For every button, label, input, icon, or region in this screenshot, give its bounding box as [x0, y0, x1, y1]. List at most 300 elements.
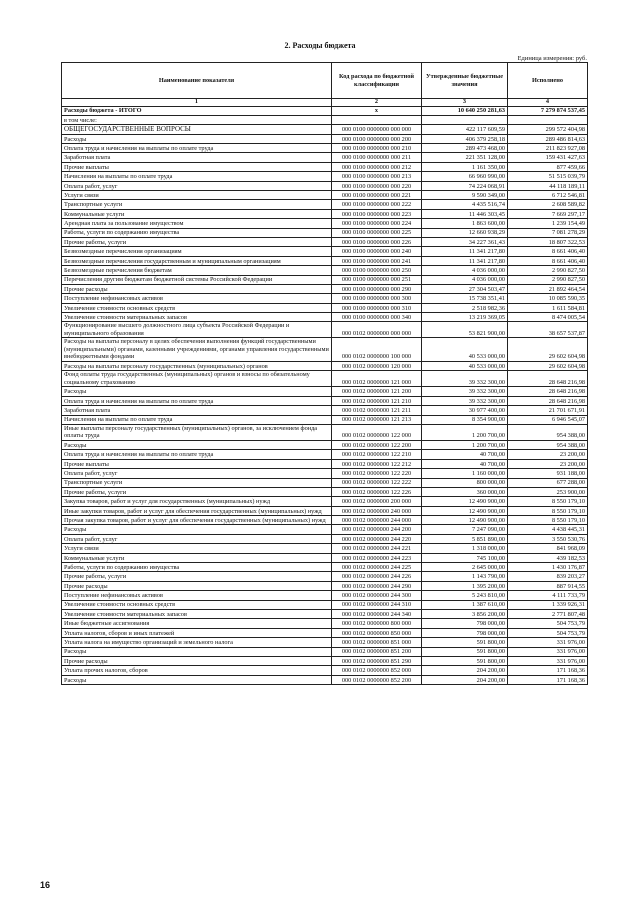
row-approved-cell: 1 161 350,00	[422, 162, 508, 171]
table-row	[62, 450, 588, 459]
row-approved-cell: 15 738 351,41	[422, 294, 508, 303]
row-name-cell: Начисления на выплаты по оплате труда	[62, 415, 332, 424]
row-approved-cell: 591 800,00	[422, 647, 508, 656]
row-name-cell: Безвозмездные перечисления бюджетам	[62, 266, 332, 275]
row-name-cell: Оплата труда и начисления на выплаты по оплате труда	[62, 144, 332, 153]
table-row	[62, 106, 588, 115]
row-executed-cell: 29 602 604,98	[508, 361, 588, 370]
row-executed-cell: 38 657 537,87	[508, 322, 588, 338]
column-number: 2	[332, 99, 422, 107]
row-executed-cell: 2 608 589,82	[508, 200, 588, 209]
row-code-cell: 000 0100 0000000 000 222	[332, 200, 422, 209]
row-code-cell: 000 0102 0000000 122 226	[332, 487, 422, 496]
row-approved-cell: 591 800,00	[422, 638, 508, 647]
row-code-cell: 000 0100 0000000 000 251	[332, 275, 422, 284]
row-executed-cell	[508, 115, 588, 124]
row-name-cell: Фонд оплаты труда государственных (муниципальных) органов и взносы по обязательному социальному страхованию	[62, 371, 332, 387]
row-executed-cell: 8 550 179,10	[508, 506, 588, 515]
row-name-cell: Функционирование высшего должностного лица субъекта Российской Федерации и муниципального образования	[62, 322, 332, 338]
row-executed-cell: 159 431 427,63	[508, 153, 588, 162]
row-name-cell: Расходы на выплаты персоналу в целях обеспечения выполнения функций государственными (муниципальными) органами, казенными учреждениями, органами управления государственными внебюджетными фондами	[62, 338, 332, 362]
row-approved-cell: 1 863 600,00	[422, 219, 508, 228]
row-name-cell: Поступление нефинансовых активов	[62, 294, 332, 303]
row-name-cell: Расходы	[62, 675, 332, 684]
row-approved-cell: 5 851 890,00	[422, 534, 508, 543]
row-approved-cell: 2 645 000,00	[422, 563, 508, 572]
table-row	[62, 424, 588, 440]
row-code-cell: 000 0102 0000000 122 222	[332, 478, 422, 487]
row-code-cell: 000 0102 0000000 240 000	[332, 506, 422, 515]
row-name-cell: Коммунальные услуги	[62, 209, 332, 218]
column-number: 4	[508, 99, 588, 107]
row-code-cell: 000 0102 0000000 244 300	[332, 591, 422, 600]
row-name-cell: Оплата работ, услуг	[62, 469, 332, 478]
table-row	[62, 153, 588, 162]
table-row	[62, 506, 588, 515]
row-executed-cell: 29 602 604,98	[508, 338, 588, 362]
row-code-cell: 000 0102 0000000 000 000	[332, 322, 422, 338]
row-name-cell: Оплата труда и начисления на выплаты по оплате труда	[62, 396, 332, 405]
table-row	[62, 516, 588, 525]
row-executed-cell: 21 892 464,54	[508, 284, 588, 293]
table-row	[62, 581, 588, 590]
column-number: 3	[422, 99, 508, 107]
table-row	[62, 440, 588, 449]
row-executed-cell: 1 239 154,49	[508, 219, 588, 228]
row-approved-cell: 1 200 700,00	[422, 440, 508, 449]
row-approved-cell: 40 533 000,00	[422, 361, 508, 370]
row-code-cell: 000 0102 0000000 121 213	[332, 415, 422, 424]
row-code-cell: 000 0100 0000000 000 213	[332, 172, 422, 181]
table-row	[62, 125, 588, 134]
row-name-cell: Прочие расходы	[62, 581, 332, 590]
row-executed-cell: 2 990 827,50	[508, 266, 588, 275]
row-code-cell: 000 0102 0000000 852 200	[332, 675, 422, 684]
row-name-cell: Работы, услуги по содержанию имущества	[62, 228, 332, 237]
column-header-code: Код расхода по бюджетной классификации	[332, 63, 422, 99]
row-code-cell: 000 0100 0000000 000 220	[332, 181, 422, 190]
row-executed-cell: 1 611 584,81	[508, 303, 588, 312]
row-name-cell: Услуги связи	[62, 191, 332, 200]
row-approved-cell: 7 247 090,00	[422, 525, 508, 534]
row-code-cell: 000 0102 0000000 121 200	[332, 387, 422, 396]
row-executed-cell: 954 388,00	[508, 440, 588, 449]
row-executed-cell: 2 771 807,48	[508, 609, 588, 618]
row-code-cell: 000 0102 0000000 244 340	[332, 609, 422, 618]
row-name-cell: Услуги связи	[62, 544, 332, 553]
row-code-cell: 000 0102 0000000 200 000	[332, 497, 422, 506]
row-approved-cell	[422, 115, 508, 124]
row-name-cell: Прочие расходы	[62, 284, 332, 293]
row-executed-cell: 171 168,36	[508, 675, 588, 684]
row-approved-cell: 221 351 128,00	[422, 153, 508, 162]
row-approved-cell: 11 341 217,80	[422, 247, 508, 256]
row-name-cell: Расходы	[62, 647, 332, 656]
row-approved-cell: 53 821 900,00	[422, 322, 508, 338]
table-row	[62, 487, 588, 496]
row-name-cell: Прочие выплаты	[62, 162, 332, 171]
row-executed-cell: 2 990 827,50	[508, 275, 588, 284]
column-header-executed: Исполнено	[508, 63, 588, 99]
row-executed-cell: 6 712 546,81	[508, 191, 588, 200]
row-code-cell: 000 0100 0000000 000 226	[332, 237, 422, 246]
row-executed-cell: 4 438 445,31	[508, 525, 588, 534]
column-number: 1	[62, 99, 332, 107]
row-executed-cell: 18 807 322,53	[508, 237, 588, 246]
row-approved-cell: 40 700,00	[422, 450, 508, 459]
row-approved-cell: 40 533 000,00	[422, 338, 508, 362]
row-code-cell: 000 0102 0000000 122 220	[332, 469, 422, 478]
row-code-cell: 000 0100 0000000 000 223	[332, 209, 422, 218]
row-approved-cell: 422 117 609,59	[422, 125, 508, 134]
table-row	[62, 144, 588, 153]
row-approved-cell: 1 395 200,00	[422, 581, 508, 590]
row-code-cell: 000 0102 0000000 120 000	[332, 361, 422, 370]
row-code-cell: 000 0100 0000000 000 340	[332, 313, 422, 322]
row-code-cell: 000 0102 0000000 244 225	[332, 563, 422, 572]
table-row	[62, 219, 588, 228]
row-executed-cell: 331 976,00	[508, 647, 588, 656]
row-approved-cell: 4 435 516,74	[422, 200, 508, 209]
row-approved-cell: 798 000,00	[422, 619, 508, 628]
table-row	[62, 563, 588, 572]
table-row	[62, 338, 588, 362]
table-row	[62, 371, 588, 387]
row-approved-cell: 406 379 258,18	[422, 134, 508, 143]
row-code-cell: 000 0102 0000000 244 200	[332, 525, 422, 534]
table-row	[62, 134, 588, 143]
table-row	[62, 313, 588, 322]
row-code-cell	[332, 115, 422, 124]
row-approved-cell: 30 977 400,00	[422, 406, 508, 415]
row-name-cell: Оплата работ, услуг	[62, 534, 332, 543]
row-name-cell: Оплата труда и начисления на выплаты по оплате труда	[62, 450, 332, 459]
row-name-cell: Начисления на выплаты по оплате труда	[62, 172, 332, 181]
row-approved-cell: 8 354 900,00	[422, 415, 508, 424]
row-code-cell: x	[332, 106, 422, 115]
table-row	[62, 469, 588, 478]
row-approved-cell: 1 318 000,00	[422, 544, 508, 553]
table-row	[62, 115, 588, 124]
row-approved-cell: 39 332 300,00	[422, 371, 508, 387]
row-approved-cell: 66 960 990,00	[422, 172, 508, 181]
row-code-cell: 000 0102 0000000 121 210	[332, 396, 422, 405]
row-name-cell: Перечисления другим бюджетам бюджетной системы Российской Федерации	[62, 275, 332, 284]
table-row	[62, 525, 588, 534]
row-executed-cell: 954 388,00	[508, 424, 588, 440]
table-row	[62, 647, 588, 656]
row-code-cell: 000 0100 0000000 000 310	[332, 303, 422, 312]
row-executed-cell: 1 339 926,31	[508, 600, 588, 609]
row-name-cell: Увеличение стоимости материальных запасов	[62, 609, 332, 618]
row-approved-cell: 11 341 217,80	[422, 256, 508, 265]
table-row	[62, 322, 588, 338]
row-executed-cell: 841 968,09	[508, 544, 588, 553]
row-executed-cell: 299 572 404,98	[508, 125, 588, 134]
table-row	[62, 256, 588, 265]
table-row	[62, 237, 588, 246]
row-name-cell: Расходы	[62, 525, 332, 534]
row-code-cell: 000 0102 0000000 244 290	[332, 581, 422, 590]
row-executed-cell: 331 976,00	[508, 656, 588, 665]
row-code-cell: 000 0102 0000000 800 000	[332, 619, 422, 628]
table-row	[62, 609, 588, 618]
table-row	[62, 534, 588, 543]
row-name-cell: Работы, услуги по содержанию имущества	[62, 563, 332, 572]
row-code-cell: 000 0100 0000000 000 221	[332, 191, 422, 200]
row-name-cell: Расходы	[62, 387, 332, 396]
row-executed-cell: 504 753,79	[508, 619, 588, 628]
row-code-cell: 000 0102 0000000 852 000	[332, 666, 422, 675]
row-approved-cell: 5 243 810,00	[422, 591, 508, 600]
row-executed-cell: 23 200,00	[508, 459, 588, 468]
row-approved-cell: 204 200,00	[422, 675, 508, 684]
row-name-cell: Коммунальные услуги	[62, 553, 332, 562]
row-name-cell: Уплата налогов, сборов и иных платежей	[62, 628, 332, 637]
table-row	[62, 396, 588, 405]
row-name-cell: Расходы на выплаты персоналу государственных (муниципальных) органов	[62, 361, 332, 370]
row-name-cell: Закупка товаров, работ и услуг для государственных (муниципальных) нужд	[62, 497, 332, 506]
row-approved-cell: 1 200 700,00	[422, 424, 508, 440]
row-approved-cell: 11 446 303,45	[422, 209, 508, 218]
row-approved-cell: 204 200,00	[422, 666, 508, 675]
row-code-cell: 000 0102 0000000 244 310	[332, 600, 422, 609]
table-row	[62, 266, 588, 275]
row-code-cell: 000 0100 0000000 000 290	[332, 284, 422, 293]
table-body	[62, 99, 588, 685]
row-executed-cell: 3 550 530,76	[508, 534, 588, 543]
row-code-cell: 000 0100 0000000 000 225	[332, 228, 422, 237]
row-name-cell: Прочие расходы	[62, 656, 332, 665]
row-approved-cell: 12 490 900,00	[422, 506, 508, 515]
row-code-cell: 000 0102 0000000 851 000	[332, 638, 422, 647]
row-approved-cell: 34 227 361,43	[422, 237, 508, 246]
row-approved-cell: 2 518 982,36	[422, 303, 508, 312]
row-name-cell: в том числе:	[62, 115, 332, 124]
row-code-cell: 000 0100 0000000 000 210	[332, 144, 422, 153]
table-row	[62, 666, 588, 675]
row-name-cell: Расходы	[62, 134, 332, 143]
row-code-cell: 000 0102 0000000 100 000	[332, 338, 422, 362]
row-approved-cell: 798 000,00	[422, 628, 508, 637]
row-name-cell: Расходы бюджета - ИТОГО	[62, 106, 332, 115]
row-approved-cell: 13 219 369,05	[422, 313, 508, 322]
table-row	[62, 172, 588, 181]
row-name-cell: Поступление нефинансовых активов	[62, 591, 332, 600]
table-row	[62, 544, 588, 553]
row-code-cell: 000 0102 0000000 244 220	[332, 534, 422, 543]
row-code-cell: 000 0102 0000000 850 000	[332, 628, 422, 637]
table-row	[62, 247, 588, 256]
row-approved-cell: 27 304 503,47	[422, 284, 508, 293]
row-code-cell: 000 0102 0000000 122 210	[332, 450, 422, 459]
row-executed-cell: 8 474 005,54	[508, 313, 588, 322]
row-executed-cell: 7 669 297,17	[508, 209, 588, 218]
table-row	[62, 675, 588, 684]
table-row	[62, 303, 588, 312]
row-executed-cell: 887 914,55	[508, 581, 588, 590]
row-name-cell: Уплата прочих налогов, сборов	[62, 666, 332, 675]
row-executed-cell: 8 550 179,10	[508, 516, 588, 525]
table-row	[62, 275, 588, 284]
row-executed-cell: 4 111 733,79	[508, 591, 588, 600]
row-code-cell: 000 0102 0000000 244 226	[332, 572, 422, 581]
table-row	[62, 459, 588, 468]
row-executed-cell: 28 648 216,98	[508, 387, 588, 396]
row-code-cell: 000 0102 0000000 121 211	[332, 406, 422, 415]
row-name-cell: Безвозмездные перечисления государственным и муниципальным организациям	[62, 256, 332, 265]
row-approved-cell: 4 036 000,00	[422, 266, 508, 275]
row-name-cell: Расходы	[62, 440, 332, 449]
row-code-cell: 000 0100 0000000 000 211	[332, 153, 422, 162]
row-name-cell: Прочие работы, услуги	[62, 572, 332, 581]
row-approved-cell: 3 856 200,00	[422, 609, 508, 618]
row-executed-cell: 331 976,00	[508, 638, 588, 647]
row-code-cell: 000 0102 0000000 244 221	[332, 544, 422, 553]
row-approved-cell: 800 000,00	[422, 478, 508, 487]
column-number-row	[62, 99, 588, 107]
row-name-cell: Заработная плата	[62, 406, 332, 415]
row-code-cell: 000 0100 0000000 000 000	[332, 125, 422, 134]
row-name-cell: ОБЩЕГОСУДАРСТВЕННЫЕ ВОПРОСЫ	[62, 125, 332, 134]
row-approved-cell: 12 490 900,00	[422, 497, 508, 506]
row-approved-cell: 1 160 000,00	[422, 469, 508, 478]
row-name-cell: Иные выплаты персоналу государственных (муниципальных) органов, за исключением фонда оплаты труда	[62, 424, 332, 440]
table-row	[62, 656, 588, 665]
row-name-cell: Транспортные услуги	[62, 200, 332, 209]
table-row	[62, 294, 588, 303]
row-code-cell: 000 0100 0000000 000 240	[332, 247, 422, 256]
table-row	[62, 387, 588, 396]
row-executed-cell: 8 661 406,40	[508, 247, 588, 256]
row-executed-cell: 839 203,27	[508, 572, 588, 581]
table-row	[62, 553, 588, 562]
row-approved-cell: 12 660 938,29	[422, 228, 508, 237]
row-approved-cell: 74 224 068,91	[422, 181, 508, 190]
row-executed-cell: 211 823 927,08	[508, 144, 588, 153]
table-row	[62, 572, 588, 581]
row-executed-cell: 171 168,36	[508, 666, 588, 675]
table-row	[62, 478, 588, 487]
row-code-cell: 000 0102 0000000 121 000	[332, 371, 422, 387]
row-code-cell: 000 0102 0000000 244 000	[332, 516, 422, 525]
row-executed-cell: 44 118 189,11	[508, 181, 588, 190]
section-title: 2. Расходы бюджета	[284, 41, 356, 50]
row-code-cell: 000 0100 0000000 000 241	[332, 256, 422, 265]
row-code-cell: 000 0102 0000000 122 000	[332, 424, 422, 440]
row-name-cell: Прочие выплаты	[62, 459, 332, 468]
row-executed-cell: 10 085 590,35	[508, 294, 588, 303]
table-row	[62, 600, 588, 609]
table-row	[62, 415, 588, 424]
row-executed-cell: 931 188,00	[508, 469, 588, 478]
table-row	[62, 638, 588, 647]
row-name-cell: Прочие работы, услуги	[62, 237, 332, 246]
table-row	[62, 162, 588, 171]
row-approved-cell: 1 387 610,00	[422, 600, 508, 609]
row-executed-cell: 21 701 671,91	[508, 406, 588, 415]
row-approved-cell: 4 036 000,00	[422, 275, 508, 284]
row-code-cell: 000 0102 0000000 244 223	[332, 553, 422, 562]
row-executed-cell: 7 081 278,29	[508, 228, 588, 237]
row-code-cell: 000 0100 0000000 000 200	[332, 134, 422, 143]
row-approved-cell: 745 100,00	[422, 553, 508, 562]
row-approved-cell: 39 332 300,00	[422, 396, 508, 405]
budget-expenses-table	[61, 62, 588, 685]
units-label: Единица измерения: руб.	[517, 55, 587, 62]
row-executed-cell: 28 648 216,98	[508, 396, 588, 405]
row-approved-cell: 289 473 468,00	[422, 144, 508, 153]
row-executed-cell: 8 661 406,40	[508, 256, 588, 265]
row-executed-cell: 877 459,66	[508, 162, 588, 171]
row-name-cell: Увеличение стоимости основных средств	[62, 600, 332, 609]
row-name-cell: Безвозмездные перечисления организациям	[62, 247, 332, 256]
table-row	[62, 619, 588, 628]
row-code-cell: 000 0102 0000000 122 212	[332, 459, 422, 468]
row-code-cell: 000 0102 0000000 851 290	[332, 656, 422, 665]
row-name-cell: Арендная плата за пользование имуществом	[62, 219, 332, 228]
row-approved-cell: 1 143 790,00	[422, 572, 508, 581]
row-approved-cell: 9 590 349,00	[422, 191, 508, 200]
row-approved-cell: 10 640 250 281,63	[422, 106, 508, 115]
row-executed-cell: 253 900,00	[508, 487, 588, 496]
table-row	[62, 200, 588, 209]
row-name-cell: Иные закупки товаров, работ и услуг для обеспечения государственных (муниципальных) нужд	[62, 506, 332, 515]
row-code-cell: 000 0100 0000000 000 224	[332, 219, 422, 228]
row-name-cell: Уплата налога на имущество организаций и земельного налога	[62, 638, 332, 647]
row-name-cell: Увеличение стоимости материальных запасов	[62, 313, 332, 322]
table-row	[62, 284, 588, 293]
row-name-cell: Заработная плата	[62, 153, 332, 162]
row-executed-cell: 7 279 874 537,45	[508, 106, 588, 115]
table-row	[62, 497, 588, 506]
row-code-cell: 000 0100 0000000 000 300	[332, 294, 422, 303]
row-approved-cell: 40 700,00	[422, 459, 508, 468]
row-code-cell: 000 0100 0000000 000 212	[332, 162, 422, 171]
row-executed-cell: 504 753,79	[508, 628, 588, 637]
table-row	[62, 191, 588, 200]
page-number: 16	[40, 880, 51, 890]
table-row	[62, 591, 588, 600]
row-executed-cell: 6 946 545,07	[508, 415, 588, 424]
row-code-cell: 000 0102 0000000 851 200	[332, 647, 422, 656]
row-name-cell: Прочая закупка товаров, работ и услуг для обеспечения государственных (муниципальных) нужд	[62, 516, 332, 525]
row-executed-cell: 8 550 179,10	[508, 497, 588, 506]
row-name-cell: Оплата работ, услуг	[62, 181, 332, 190]
row-executed-cell: 23 200,00	[508, 450, 588, 459]
row-executed-cell: 439 182,53	[508, 553, 588, 562]
table-header-row	[62, 63, 588, 99]
column-header-approved: Утвержденные бюджетные значения	[422, 63, 508, 99]
row-approved-cell: 39 332 300,00	[422, 387, 508, 396]
row-name-cell: Прочие работы, услуги	[62, 487, 332, 496]
column-header-name: Наименование показателя	[62, 63, 332, 99]
table-row	[62, 628, 588, 637]
row-approved-cell: 591 800,00	[422, 656, 508, 665]
row-name-cell: Увеличение стоимости основных средств	[62, 303, 332, 312]
table-row	[62, 361, 588, 370]
row-code-cell: 000 0100 0000000 000 250	[332, 266, 422, 275]
table-row	[62, 406, 588, 415]
row-name-cell: Иные бюджетные ассигнования	[62, 619, 332, 628]
row-executed-cell: 28 648 216,98	[508, 371, 588, 387]
row-name-cell: Транспортные услуги	[62, 478, 332, 487]
row-executed-cell: 1 430 176,87	[508, 563, 588, 572]
row-executed-cell: 289 486 814,63	[508, 134, 588, 143]
table-row	[62, 228, 588, 237]
table-row	[62, 181, 588, 190]
row-approved-cell: 360 000,00	[422, 487, 508, 496]
